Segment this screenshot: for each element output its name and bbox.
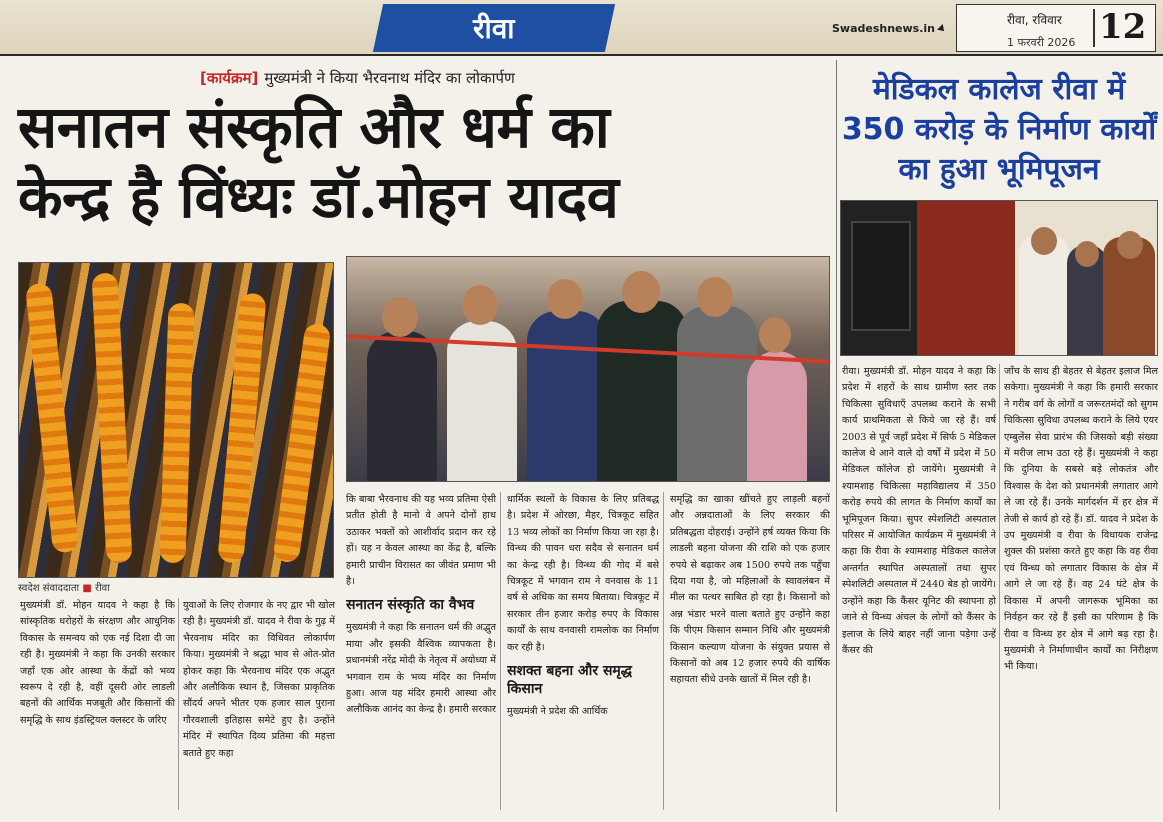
photo-bhoomipujan <box>840 200 1158 356</box>
section-name: रीवा <box>473 12 515 45</box>
foundation-plaque <box>851 221 911 331</box>
cursor-icon <box>937 24 947 34</box>
person-head <box>547 279 583 319</box>
main-column-2 <box>183 598 335 810</box>
caption-credit: स्वदेश संवाददाता <box>18 583 80 594</box>
site-url-text: Swadeshnews.in <box>832 22 936 35</box>
photo-idol <box>18 262 334 578</box>
garland-strand <box>217 292 266 563</box>
person-head <box>1117 231 1143 259</box>
person-head <box>382 297 418 337</box>
kicker-tag: [कार्यक्रम] <box>200 69 259 87</box>
column-rule <box>836 60 837 812</box>
paragraph: युवाओं के लिए रोजगार के नए द्वार भी खोल रही है। मुख्यमंत्री डॉ. यादव ने रीवा के गुढ़ में भैरवनाथ मंदिर का विधिवत लोकार्पण किया। मुख्यमंत्री ने श्रद्धा भाव से ओत-प्रोत होकर कहा कि भैरवनाथ मंदिर एक अद्भुत और अलौकिक स्थान है, जिसका प्राकृतिक सौंदर्य अपने भीतर एक हजार साल पुराना गौरवशाली इतिहास समेटे हुए है। उन्होंने मंदिर में स्थापित दिव्य प्रतिमा की महत्ता बताते हुए कहा <box>183 600 335 759</box>
headline-line-1: सनातन संस्कृति और धर्म का <box>18 93 610 161</box>
person-head <box>1075 241 1099 267</box>
page-number: 12 <box>1099 7 1147 47</box>
photo-ribbon-cutting <box>346 256 830 482</box>
person-figure <box>367 331 437 481</box>
side-column-1 <box>842 364 996 810</box>
garland-strand <box>272 322 331 563</box>
site-url[interactable] <box>832 22 945 35</box>
column-divider <box>999 364 1000 810</box>
person-figure <box>527 311 607 481</box>
main-column-5 <box>670 492 830 810</box>
person-head <box>697 277 733 317</box>
person-head <box>462 285 498 325</box>
paragraph: मुख्यमंत्री ने प्रदेश की आर्थिक <box>507 706 608 718</box>
section-tab <box>373 4 615 52</box>
person-figure <box>747 351 807 481</box>
main-column-1 <box>20 598 175 810</box>
person-head <box>759 317 791 353</box>
photo-caption <box>18 580 334 594</box>
paragraph: रीवा। मुख्यमंत्री डॉ. मोहन यादव ने कहा कि प्रदेश में शहरों के साथ ग्रामीण स्तर तक चिकित्सा सुविधाएँ उपलब्ध कराने के सभी कार्य प्राथमिकता से किये जा रहे हैं। वर्ष 2003 से पूर्व जहाँ प्रदेश में सिर्फ 5 मेडिकल कालेज थे आने वाले दो वर्षों में प्रदेश में 50 मेडिकल कॉलेज हो जायेंगे। मुख्यमंत्री ने श्यामशाह चिकित्सा महाविद्यालय में 350 करोड़ रुपये की लागत के निर्माण कार्यों का भूमिपूजन किया। सुपर स्पेशलिटी अस्पताल परिसर में आयोजित कार्यक्रम में मुख्यमंत्री ने कहा कि रीवा के श्यामशाह मेडिकल कालेज अन्तर्गत स्थापित अस्पतालों तथा सुपर स्पेशलिटी अस्पताल में 2440 बेड हो जायेंगे। उन्होंने कहा कि कैंसर यूनिट की स्थापना हो जाने से विन्ध्य अंचल के लोगों को कैंसर के इलाज के लिये बाहर नहीं जाना पड़ेगा उन्हें कैंसर की <box>842 366 996 656</box>
garland-strand <box>25 282 79 553</box>
dateline-date: 1 फरवरी 2026 <box>1007 36 1076 49</box>
person-figure <box>677 306 757 481</box>
person-head <box>622 271 660 313</box>
side-headline: मेडिकल कालेज रीवा में 350 करोड़ के निर्माण कार्यों का हुआ भूमिपूजन <box>840 70 1158 190</box>
story-kicker <box>200 68 515 88</box>
paragraph: समृद्धि का खाका खींचते हुए लाड़ली बहनों और अन्नदाताओं के लिए सरकार की प्रतिबद्धता दोहराई। उन्होंने हर्ष व्यक्त किया कि लाडली बहना योजना की राशि को एक हजार रुपये से बढ़ाकर अब 1500 रुपये तक पहुँचा दिया गया है, जो महिलाओं के स्वावलंबन में मील का पत्थर साबित हो रहा है। किसानों को अन्न भंडार भरने वाला बताते हुए उन्होंने कहा कि पीएम किसान सम्मान निधि और मुख्यमंत्री किसान कल्याण योजना के संयुक्त प्रयास से किसानों को अब 12 हजार रुपये की वार्षिक सहायता सीधे उनके खातों में मिल रही है। <box>670 494 830 686</box>
main-column-4 <box>507 492 659 810</box>
paragraph: कि बाबा भैरवनाथ की यह भव्य प्रतिमा ऐसी प्रतीत होती है मानो वे अपने दोनों हाथ उठाकर भक्तों को आशीर्वाद प्रदान कर रहे हों। यह न केवल आस्था का केंद्र है, बल्कि हमारी प्राचीन विरासत का जीवंत प्रमाण भी है। <box>346 494 496 588</box>
paragraph: मुख्यमंत्री डॉ. मोहन यादव ने कहा है कि सांस्कृतिक धरोहरों के संरक्षण और आधुनिक विकास के समन्वय को एक नई दिशा दी जा रही है। मुख्यमंत्री ने कहा कि उनकी सरकार जहाँ एक ओर आस्था के केंद्रों को भव्य स्वरूप दे रही है, वहीं दूसरी ओर लाडली बहनों की आर्थिक मजबूती और किसानों की समृद्धि के साथ इंडस्ट्रियल क्लस्टर के जरिए <box>20 600 175 726</box>
garland-strand <box>159 303 194 564</box>
column-divider <box>500 492 501 810</box>
column-divider <box>178 598 179 810</box>
person-head <box>1031 227 1057 255</box>
kicker-text: मुख्यमंत्री ने किया भैरवनाथ मंदिर का लोकार्पण <box>264 69 515 87</box>
paragraph: धार्मिक स्थलों के विकास के लिए प्रतिबद्ध है। प्रदेश में ओरछा, मैहर, चित्रकूट सहित 13 भव्य लोकों का निर्माण किया जा रहा है। विन्ध्य की पावन धरा सदैव से सनातन धर्म का केन्द्र रही है। विन्ध्य की गोद में बसे चित्रकूट में भगवान राम ने वनवास के 11 वर्ष से अधिक का समय बिताया। चित्रकूट में सरकार तीन हजार करोड़ रुपए के विकास कार्यों के साथ वनवासी रामलोक का निर्माण कर रही है। <box>507 494 659 653</box>
paragraph: मुख्यमंत्री ने कहा कि सनातन धर्म की अद्भुत माया और इसकी वैश्विक व्यापकता है। प्रधानमंत्री नरेंद्र मोदी के नेतृत्व में अयोध्या में भगवान राम के भव्य मंदिर का निर्माण हुआ। आज यह मंदिर हमारी आस्था और अलौकिक आनंद का केन्द्र है। हमारी सरकार <box>346 622 496 716</box>
caption-place: रीवा <box>94 583 110 594</box>
column-divider <box>663 492 664 810</box>
main-column-3 <box>346 492 496 810</box>
subhead-culture: सनातन संस्कृति का वैभव <box>346 597 475 614</box>
masthead <box>0 0 1163 56</box>
subhead-women-farmers: सशक्त बहना और समृद्ध किसान <box>507 663 632 698</box>
dateline-box <box>956 4 1156 52</box>
person-figure <box>597 301 687 481</box>
garland-strand <box>91 273 132 564</box>
headline-line-2: केन्द्र है विंध्यः डॉ.मोहन यादव <box>18 163 619 231</box>
dateline-city: रीवा, रविवार <box>1007 13 1062 27</box>
main-headline <box>18 92 833 232</box>
side-column-2 <box>1004 364 1158 810</box>
dateline-divider <box>1093 9 1095 47</box>
paragraph: जाँच के साथ ही बेहतर से बेहतर इलाज मिल सकेगा। मुख्यमंत्री ने कहा कि हमारी सरकार ने गरीब वर्ग के लोगों व जरूरतमंदों को सुगम चिकित्सा सुविधा उपलब्ध कराने के लिये एयर एम्बुलेंस सेवा प्रारंभ की जिसको बड़ी संख्या में मरीज लाभ उठा रहे हैं। मुख्यमंत्री ने कहा कि दुनिया के सबसे बड़े लोकतंत्र और विश्वास के देश को प्रधानमंत्री लगातार आगे ले जा रहे हैं। उनके मार्गदर्शन में हर क्षेत्र में तेजी से कार्य हो रहे हैं। डॉ. यादव ने प्रदेश के उप मुख्यमंत्री व रीवा के विधायक राजेन्द्र शुक्ल की प्रशंसा करते हुए कहा कि वह रीवा एवं विन्ध्य को लगातार विकास के क्षेत्र में आगे ले जा रहे हैं। वह 24 घंटे क्षेत्र के विकास में अपनी जागरूक भूमिका का निर्वहन कर रहे हैं इसी का परिणाम है कि रीवा व विन्ध्य हर क्षेत्र में आगे बढ़ रहा है। मुख्यमंत्री ने निर्माणाधीन कार्यों का निरीक्षण भी किया। <box>1004 366 1158 673</box>
caption-marker-icon: ■ <box>82 583 92 594</box>
